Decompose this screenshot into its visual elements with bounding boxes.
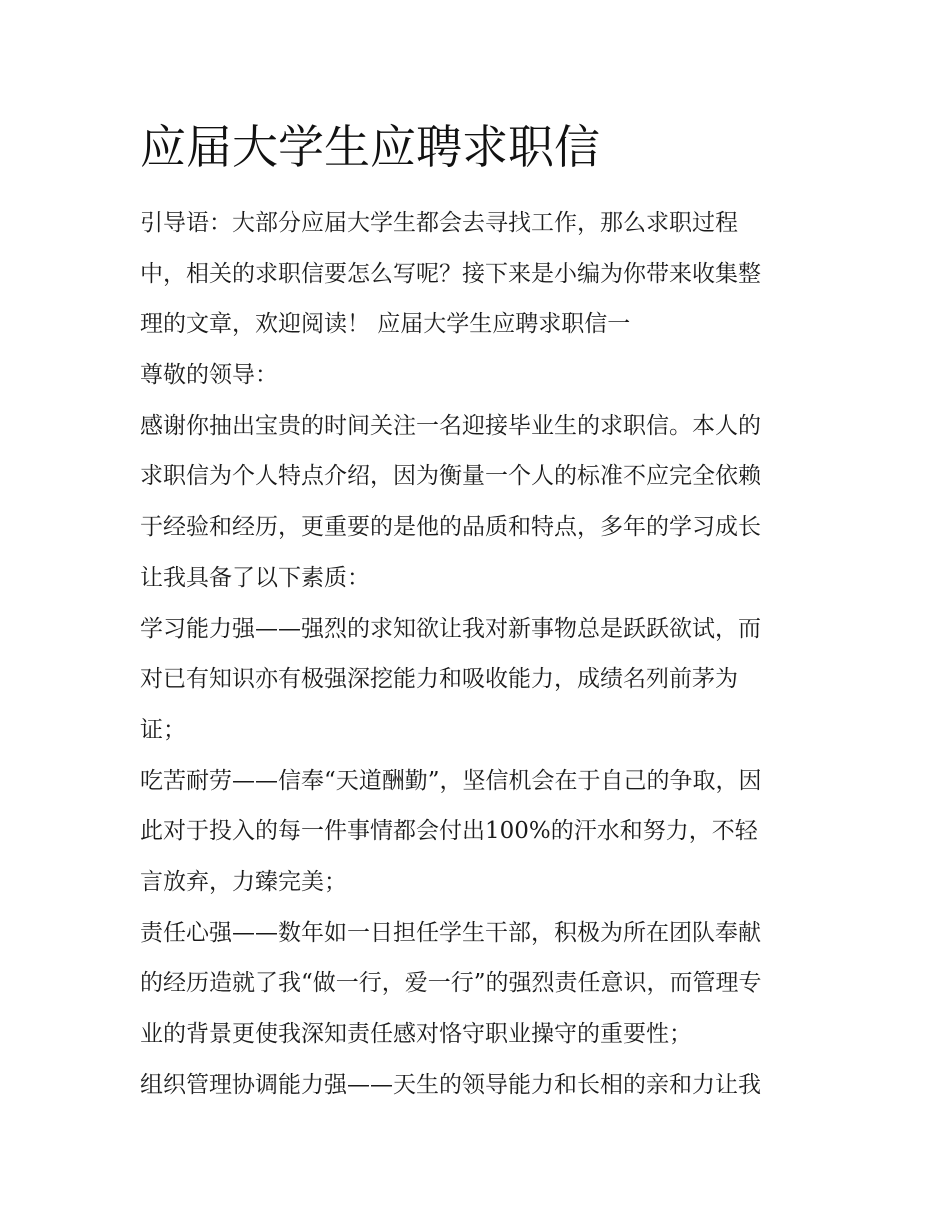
body-line: 于经验和经历，更重要的是他的品质和特点，多年的学习成长: [140, 514, 761, 541]
body-line: 言放弃，力臻完美；: [140, 868, 347, 895]
document-body: [140, 198, 820, 1110]
body-line: 引导语：大部分应届大学生都会去寻找工作，那么求职过程: [140, 210, 738, 236]
body-line: 吃苦耐劳——信奉“天道酬勤”，坚信机会在于自己的争取，因: [140, 767, 762, 794]
body-line: 的经历造就了我“做一行，爱一行”的强烈责任意识，而管理专: [140, 970, 762, 997]
body-line: 求职信为个人特点介绍，因为衡量一个人的标准不应完全依赖: [140, 463, 761, 490]
salutation: 尊敬的领导：: [140, 362, 278, 389]
body-line: 感谢你抽出宝贵的时间关注一名迎接毕业生的求职信。本人的: [140, 412, 761, 439]
body-line: 责任心强——数年如一日担任学生干部，积极为所在团队奉献: [140, 919, 761, 946]
body-line: 证；: [140, 716, 186, 743]
body-line: 此对于投入的每一件事情都会付出100%的汗水和努力，不轻: [140, 818, 758, 845]
body-line: 业的背景更使我深知责任感对恪守职业操守的重要性；: [140, 1021, 692, 1047]
body-line: 学习能力强——强烈的求知欲让我对新事物总是跃跃欲试，而: [140, 615, 761, 642]
document-title: 应届大学生应聘求职信: [140, 120, 600, 174]
body-line: 中，相关的求职信要怎么写呢？接下来是小编为你带来收集整: [140, 260, 761, 287]
body-line: 对已有知识亦有极强深挖能力和吸收能力，成绩名列前茅为: [140, 666, 738, 693]
body-line: 理的文章，欢迎阅读！ 应届大学生应聘求职信一: [140, 311, 631, 338]
body-line: 组织管理协调能力强——天生的领导能力和长相的亲和力让我: [140, 1071, 761, 1098]
body-line: 让我具备了以下素质：: [140, 564, 370, 591]
